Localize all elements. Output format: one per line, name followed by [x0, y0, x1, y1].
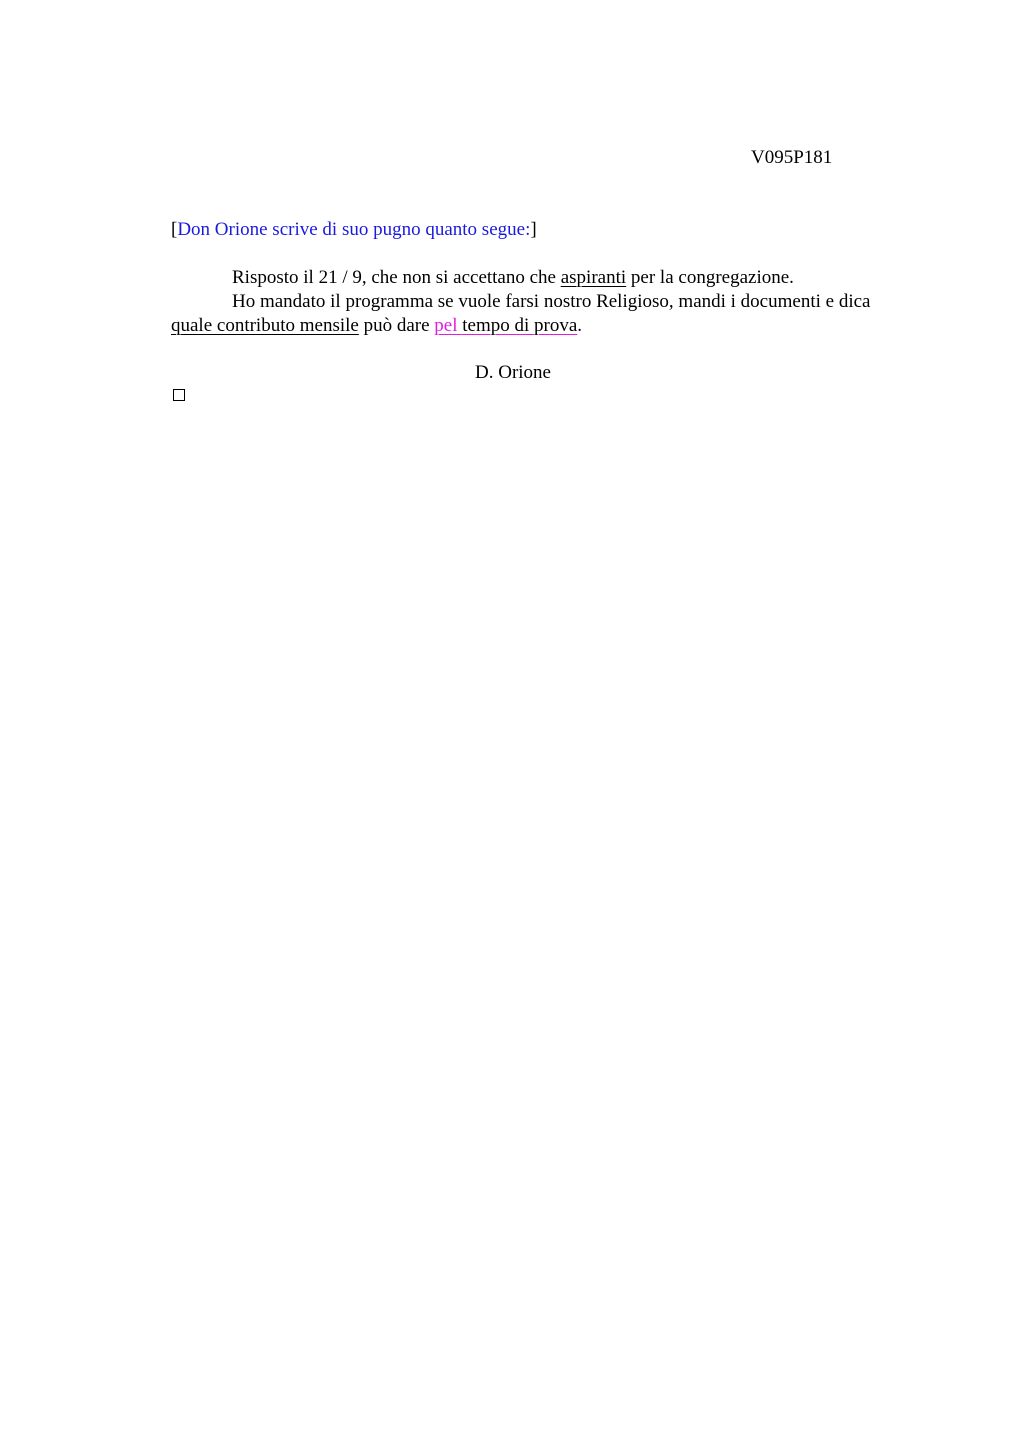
paragraph-program	[171, 290, 931, 338]
note-text: Don Orione scrive di suo pugno quanto segue:	[177, 219, 531, 240]
page-identifier: V095P181	[751, 147, 833, 168]
paragraph-reply-after: per la congregazione.	[626, 267, 794, 288]
paragraph-reply	[171, 266, 931, 290]
editor-note	[171, 218, 537, 242]
underlined-contributo: quale contributo mensile	[171, 315, 359, 336]
signature: D. Orione	[475, 362, 551, 383]
paragraph-program-line1: Ho mandato il programma se vuole farsi nostro Religioso, mandi i documenti e dica	[232, 291, 871, 312]
paragraph-program-end: .	[577, 315, 583, 336]
underlined-tempo-di-prova: tempo di prova	[462, 315, 578, 336]
paragraph-reply-before: Risposto il 21 / 9, che non si accettano che	[232, 267, 561, 288]
note-open-bracket: [	[171, 219, 178, 240]
letter-body	[171, 266, 931, 338]
square-box-icon	[173, 389, 185, 401]
underlined-aspiranti: aspiranti	[560, 267, 627, 288]
highlight-pel: pel	[434, 315, 463, 336]
highlight-segment	[434, 315, 577, 336]
paragraph-program-middle: può dare	[358, 315, 435, 336]
note-close-bracket: ]	[530, 219, 537, 240]
